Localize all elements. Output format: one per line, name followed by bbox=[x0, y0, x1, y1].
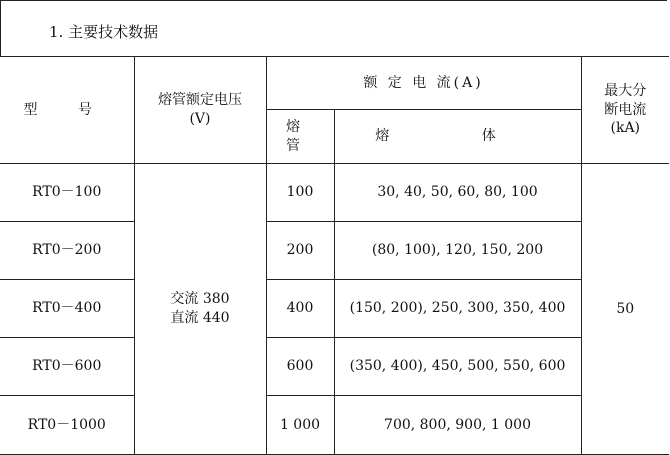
table-row bbox=[0, 396, 669, 455]
breaking-current-header: 最大分 断电流 (kA) bbox=[581, 57, 669, 164]
model-header: 型 号 bbox=[0, 57, 134, 164]
tube-cell: 1 000 bbox=[266, 396, 334, 455]
table-row bbox=[0, 164, 669, 222]
tube-cell: 400 bbox=[266, 280, 334, 338]
body-cell: 30, 40, 50, 60, 80, 100 bbox=[334, 164, 581, 222]
body-cell: 700, 800, 900, 1 000 bbox=[334, 396, 581, 455]
section-title: 1. 主要技术数据 bbox=[49, 23, 159, 41]
voltage-ac: 交流 380 bbox=[170, 291, 230, 308]
tech-data-table bbox=[0, 56, 669, 455]
model-cell: RT0－200 bbox=[0, 222, 134, 280]
fuse-tube-header: 熔 管 bbox=[266, 110, 334, 164]
model-cell: RT0－100 bbox=[0, 164, 134, 222]
model-cell: RT0－1000 bbox=[0, 396, 134, 455]
model-cell: RT0－400 bbox=[0, 280, 134, 338]
caption-box bbox=[0, 0, 667, 56]
body-cell: (150, 200), 250, 300, 350, 400 bbox=[334, 280, 581, 338]
model-cell: RT0－600 bbox=[0, 338, 134, 396]
table-row bbox=[0, 338, 669, 396]
fuse-voltage-header: 熔管额定电压 (V) bbox=[134, 57, 266, 164]
body-cell: (350, 400), 450, 500, 550, 600 bbox=[334, 338, 581, 396]
tube-cell: 600 bbox=[266, 338, 334, 396]
table-row bbox=[0, 280, 669, 338]
table-row bbox=[0, 222, 669, 280]
body-cell: (80, 100), 120, 150, 200 bbox=[334, 222, 581, 280]
tube-cell: 200 bbox=[266, 222, 334, 280]
voltage-dc: 直流 440 bbox=[170, 310, 230, 326]
voltage-cell bbox=[134, 164, 266, 455]
fuse-body-header: 熔 体 bbox=[334, 110, 581, 164]
breaking-current-cell: 50 bbox=[581, 164, 669, 455]
rated-current-header: 额 定 电 流(A) bbox=[266, 57, 581, 110]
header-row-1 bbox=[0, 57, 669, 110]
tube-cell: 100 bbox=[266, 164, 334, 222]
